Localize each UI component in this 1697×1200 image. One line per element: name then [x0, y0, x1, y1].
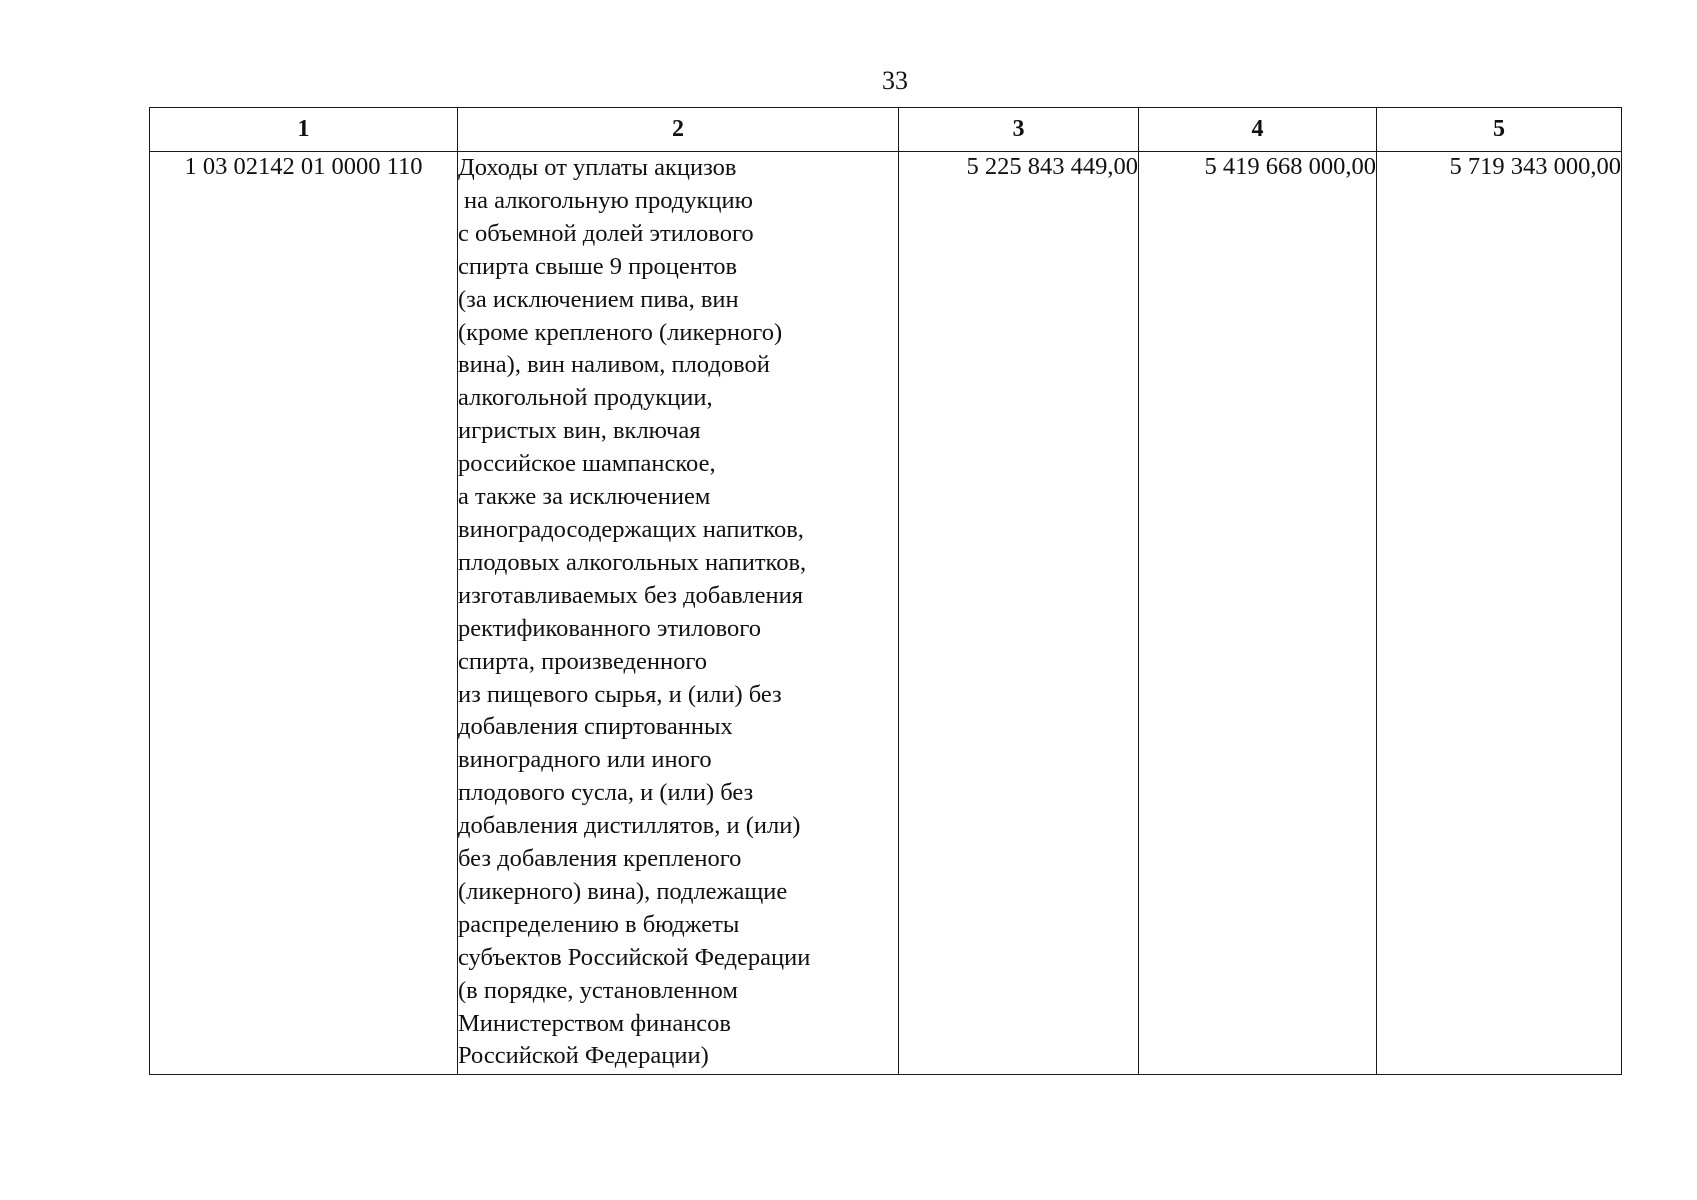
header-col-2: 2 [458, 108, 899, 152]
description-line: из пищевого сырья, и (или) без [458, 680, 782, 708]
header-col-3: 3 [899, 108, 1139, 152]
description-line: добавления дистиллятов, и (или) [458, 812, 801, 840]
description-line: субъектов Российской Федерации [458, 943, 811, 971]
amount-col-3-cell [899, 152, 1139, 1075]
description-line: без добавления крепленого [458, 845, 742, 873]
description-line: а также за исключением [458, 483, 711, 511]
description-line: Российской Федерации) [458, 1042, 709, 1070]
description-line: российское шампанское, [458, 450, 716, 478]
page-number: 33 [882, 66, 908, 95]
amount-col-4-cell [1139, 152, 1377, 1075]
description-line: плодового сусла, и (или) без [458, 779, 754, 807]
amount-col-3: 5 225 843 449,00 [966, 153, 1138, 180]
header-col-1: 1 [150, 108, 458, 152]
description-line: (за исключением пива, вин [458, 285, 739, 313]
description-line: на алкогольную продукцию [464, 186, 753, 214]
table-header-row [150, 108, 1622, 152]
header-col-5: 5 [1377, 108, 1622, 152]
revenue-code: 1 03 02142 01 0000 110 [184, 153, 423, 180]
budget-revenue-table [149, 107, 1622, 1075]
description-line: ректификованного этилового [458, 614, 761, 642]
description-line: спирта, произведенного [458, 647, 708, 675]
description-line: плодовых алкогольных напитков, [458, 548, 807, 576]
revenue-description-cell [458, 152, 899, 1075]
description-line: добавления спиртованных [458, 713, 733, 741]
description-line: спирта свыше 9 процентов [458, 252, 738, 280]
description-line: алкогольной продукции, [458, 384, 713, 412]
amount-col-5-cell [1377, 152, 1622, 1075]
description-line: виноградосодержащих напитков, [458, 515, 804, 543]
description-line: распределению в бюджеты [458, 910, 740, 938]
amount-col-4: 5 419 668 000,00 [1204, 153, 1376, 180]
revenue-code-cell [150, 152, 458, 1075]
description-line: с объемной долей этилового [458, 219, 754, 247]
description-line: вина), вин наливом, плодовой [458, 351, 770, 379]
header-col-4: 4 [1139, 108, 1377, 152]
description-line: (ликерного) вина), подлежащие [458, 877, 788, 905]
description-line: Министерством финансов [458, 1009, 731, 1037]
description-line: изготавливаемых без добавления [458, 581, 803, 609]
description-line: виноградного или иного [458, 746, 712, 774]
description-line: Доходы от уплаты акцизов [458, 154, 737, 181]
description-line: (в порядке, установленном [458, 976, 738, 1004]
amount-col-5: 5 719 343 000,00 [1449, 153, 1621, 180]
description-line: (кроме крепленого (ликерного) [458, 318, 783, 346]
description-line: игристых вин, включая [458, 417, 701, 445]
table-row [150, 152, 1622, 1075]
